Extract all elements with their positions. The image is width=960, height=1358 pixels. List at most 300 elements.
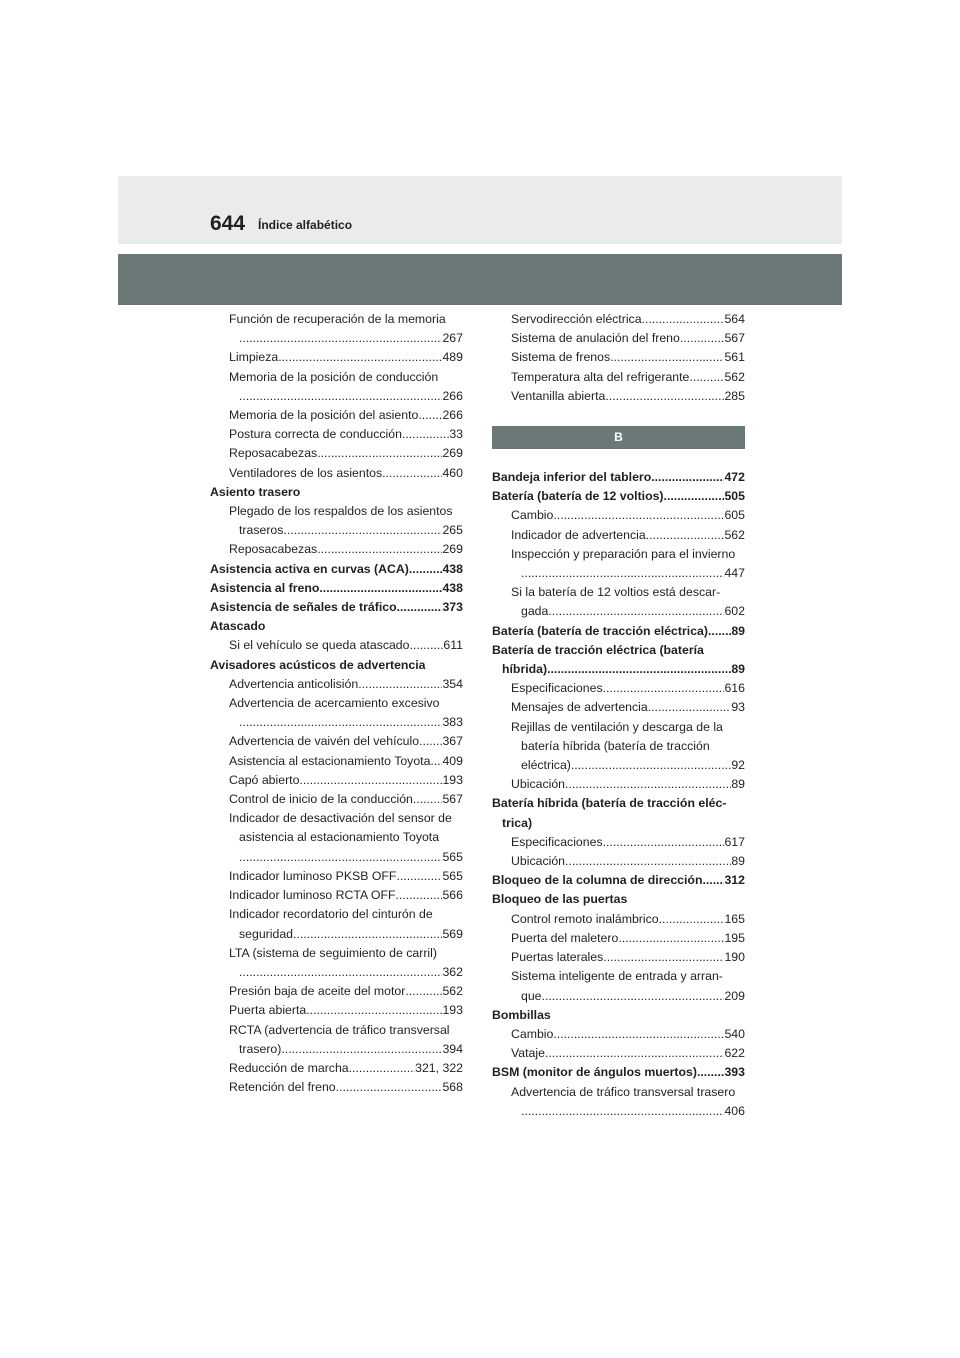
- page-ref: 438: [442, 561, 463, 576]
- entry-label: Temperatura alta del refrigerante: [511, 369, 690, 384]
- page-ref: 373: [442, 600, 463, 615]
- entry-label: Advertencia de acercamiento excesivo: [229, 696, 440, 711]
- entry-label: Ubicación: [511, 777, 565, 792]
- entry-label: RCTA (advertencia de tráfico transversal: [229, 1022, 450, 1037]
- entry-label: Limpieza: [229, 350, 279, 365]
- leader-dots: [603, 833, 725, 852]
- index-entry: [210, 944, 463, 982]
- leader-dots: [405, 982, 442, 1001]
- page-ref: 354: [442, 676, 463, 691]
- index-entry: [492, 487, 745, 506]
- entry-label: Plegado de los respaldos de los asientos: [229, 504, 453, 519]
- page-ref: 393: [724, 1065, 745, 1080]
- index-entry: [210, 867, 463, 886]
- entry-label: Indicador recordatorio del cinturón de: [229, 907, 433, 922]
- entry-row: [229, 444, 463, 463]
- page-ref: 566: [442, 888, 463, 903]
- entry-row: [521, 564, 745, 583]
- entry-row: [492, 487, 745, 506]
- entry-row: [229, 982, 463, 1001]
- entry-row: [239, 387, 463, 406]
- index-entry: [492, 967, 745, 1005]
- leader-dots: [648, 698, 732, 717]
- index-entry: [492, 1063, 745, 1082]
- index-entry: [492, 698, 745, 717]
- entry-continuation: [511, 564, 745, 583]
- leader-dots: [281, 1040, 442, 1059]
- entry-row: [229, 886, 463, 905]
- index-entry: [492, 910, 745, 929]
- page-ref: 622: [724, 1046, 745, 1061]
- leader-dots: [521, 1102, 724, 1121]
- page-ref: 616: [724, 681, 745, 696]
- leader-dots: [336, 1078, 443, 1097]
- index-entry: [210, 1021, 463, 1059]
- leader-dots: [239, 329, 442, 348]
- page-ref: 447: [724, 566, 745, 581]
- leader-dots: [702, 871, 724, 890]
- entry-continuation: [229, 1040, 463, 1059]
- entry-row: [239, 963, 463, 982]
- leader-dots: [278, 348, 442, 367]
- leader-dots: [413, 790, 443, 809]
- page-ref: 269: [442, 542, 463, 557]
- leader-dots: [349, 1059, 416, 1078]
- leader-dots: [664, 487, 725, 506]
- header-dark-band: [118, 254, 842, 305]
- index-entry: [492, 526, 745, 545]
- entry-continuation: [229, 521, 463, 540]
- entry-label: Indicador de advertencia: [511, 527, 646, 542]
- entry-row: [511, 1044, 745, 1063]
- page-ref: 602: [724, 604, 745, 619]
- entry-continuation: [229, 963, 463, 982]
- entry-row: [492, 468, 745, 487]
- entry-row: [511, 368, 745, 387]
- entry-row: [511, 506, 745, 525]
- entry-row: [229, 1078, 463, 1097]
- index-column-right: [492, 310, 745, 1121]
- entry-row: [229, 1059, 463, 1078]
- page-ref: 472: [724, 470, 745, 485]
- index-entry: [492, 775, 745, 794]
- page-number: 644: [210, 212, 246, 235]
- leader-dots: [409, 560, 443, 579]
- entry-continuation: [229, 848, 463, 867]
- index-entry: [210, 579, 463, 598]
- entry-heading: Bombillas: [492, 1007, 551, 1022]
- entry-row: [511, 387, 745, 406]
- page-ref: 193: [442, 772, 463, 787]
- page-ref: 460: [442, 465, 463, 480]
- entry-label: trasero): [239, 1041, 282, 1056]
- entry-label: Bandeja inferior del tablero: [492, 470, 652, 485]
- index-list-right-top: [492, 310, 745, 406]
- index-entry: [492, 1083, 745, 1121]
- page-ref: 562: [724, 369, 745, 384]
- leader-dots: [239, 963, 442, 982]
- page-ref: 33: [449, 427, 463, 442]
- entry-row: [229, 425, 463, 444]
- entry-continuation: [229, 387, 463, 406]
- index-entry: [492, 387, 745, 406]
- entry-label: Si la batería de 12 voltios está descar-: [511, 585, 721, 600]
- leader-dots: [382, 464, 442, 483]
- entry-label: BSM (monitor de ángulos muertos): [492, 1065, 697, 1080]
- entry-label: Advertencia anticolisión: [229, 676, 359, 691]
- index-entry: [492, 679, 745, 698]
- leader-dots: [239, 713, 442, 732]
- leader-dots: [409, 636, 443, 655]
- index-entry: [210, 809, 463, 867]
- page-ref: 489: [442, 350, 463, 365]
- entry-row: [239, 521, 463, 540]
- leader-dots: [521, 564, 724, 583]
- page-ref: 321, 322: [415, 1060, 463, 1075]
- leader-dots: [646, 526, 725, 545]
- index-entry: [492, 310, 745, 329]
- entry-row: [511, 679, 745, 698]
- entry-row: [229, 540, 463, 559]
- entry-continuation: [511, 987, 745, 1006]
- page-ref: 89: [731, 662, 745, 677]
- page-ref: 367: [442, 734, 463, 749]
- entry-row: [229, 752, 463, 771]
- index-entry: [492, 348, 745, 367]
- leader-dots: [419, 732, 442, 751]
- entry-row: [511, 852, 745, 871]
- leader-dots: [571, 756, 731, 775]
- leader-dots: [553, 1025, 724, 1044]
- leader-dots: [358, 675, 442, 694]
- entry-label: Puerta del maletero: [511, 930, 619, 945]
- leader-dots: [293, 925, 442, 944]
- entry-label: Servodirección eléctrica: [511, 312, 642, 326]
- entry-row: [511, 1025, 745, 1044]
- letter-heading: B: [492, 426, 745, 449]
- entry-row: [521, 602, 745, 621]
- leader-dots: [299, 771, 442, 790]
- entry-label: Reposacabezas: [229, 446, 318, 461]
- entry-continuation: [511, 756, 745, 775]
- index-entry: [210, 1059, 463, 1078]
- entry-row: [210, 579, 463, 598]
- entry-continuation: [511, 602, 745, 621]
- page-ref: 312: [724, 873, 745, 888]
- entry-label: Rejillas de ventilación y descarga de la: [511, 719, 723, 734]
- page-ref: 505: [724, 489, 745, 504]
- leader-dots: [542, 987, 725, 1006]
- entry-row: [521, 987, 745, 1006]
- entry-heading: Avisadores acústicos de advertencia: [210, 657, 426, 672]
- leader-dots: [697, 1063, 725, 1082]
- entry-row: [229, 867, 463, 886]
- page-ref: 565: [442, 849, 463, 864]
- index-entry: [492, 583, 745, 621]
- entry-label: seguridad: [239, 926, 294, 941]
- index-entry: [492, 1025, 745, 1044]
- leader-dots: [603, 679, 725, 698]
- index-list-right-bottom: [492, 468, 745, 1121]
- index-entry: [210, 675, 463, 694]
- entry-row: [229, 675, 463, 694]
- page-ref: 195: [724, 930, 745, 945]
- entry-heading: Asiento trasero: [210, 484, 301, 499]
- entry-row: [229, 1001, 463, 1020]
- index-entry: [210, 348, 463, 367]
- entry-continuation: batería híbrida (batería de tracción: [521, 738, 710, 753]
- leader-dots: [396, 886, 443, 905]
- leader-dots: [397, 598, 443, 617]
- entry-row: [229, 464, 463, 483]
- page-ref: 89: [731, 854, 745, 869]
- index-entry: [210, 368, 463, 406]
- index-entry: [492, 948, 745, 967]
- index-entry: [492, 545, 745, 583]
- entry-label: Ventiladores de los asientos: [229, 465, 383, 480]
- entry-label: Postura correcta de conducción: [229, 427, 402, 442]
- entry-row: [210, 560, 463, 579]
- entry-label: Bloqueo de la columna de dirección: [492, 873, 703, 888]
- page-ref: 409: [442, 753, 463, 768]
- entry-continuation: [511, 1102, 745, 1121]
- index-entry: [492, 641, 745, 679]
- entry-label: Batería (batería de tracción eléctrica): [492, 623, 708, 638]
- entry-row: [229, 790, 463, 809]
- entry-label: gada: [521, 604, 549, 619]
- page-ref: 266: [442, 408, 463, 423]
- entry-label: Indicador luminoso RCTA OFF: [229, 888, 396, 903]
- page-ref: 383: [442, 715, 463, 730]
- entry-label: eléctrica): [521, 758, 571, 773]
- page-ref: 564: [724, 312, 745, 326]
- entry-row: [502, 660, 745, 679]
- page-ref: 266: [442, 388, 463, 403]
- entry-row: [210, 598, 463, 617]
- page-ref: 617: [724, 834, 745, 849]
- index-entry: [210, 732, 463, 751]
- index-entry: [492, 718, 745, 776]
- index-entry: [210, 694, 463, 732]
- entry-row: [492, 871, 745, 890]
- leader-dots: [659, 910, 725, 929]
- entry-row: [511, 348, 745, 367]
- entry-label: Si el vehículo se queda atascado: [229, 638, 410, 653]
- page-ref: 285: [724, 388, 745, 403]
- leader-dots: [642, 310, 725, 329]
- entry-label: Puerta abierta: [229, 1003, 307, 1018]
- entry-row: [511, 526, 745, 545]
- leader-dots: [545, 1044, 725, 1063]
- page-ref: 362: [442, 964, 463, 979]
- index-entry: [210, 1001, 463, 1020]
- page-ref: 165: [724, 911, 745, 926]
- leader-dots: [708, 622, 731, 641]
- leader-dots: [319, 579, 442, 598]
- page-ref: 562: [442, 984, 463, 999]
- entry-label: Control remoto inalámbrico: [511, 911, 659, 926]
- page-ref: 394: [442, 1041, 463, 1056]
- index-entry: [492, 794, 745, 832]
- index-entry: [210, 540, 463, 559]
- leader-dots: [548, 602, 724, 621]
- leader-dots: [430, 752, 442, 771]
- entry-row: [511, 948, 745, 967]
- index-entry: [210, 425, 463, 444]
- entry-label: Sistema de frenos: [511, 350, 611, 365]
- entry-row: [229, 406, 463, 425]
- entry-row: [521, 756, 745, 775]
- index-entry: [492, 852, 745, 871]
- index-entry: [492, 833, 745, 852]
- entry-label: Memoria de la posición del asiento: [229, 408, 419, 423]
- entry-label: Retención del freno: [229, 1080, 336, 1095]
- entry-row: [229, 348, 463, 367]
- leader-dots: [603, 948, 724, 967]
- page-ref: 562: [724, 527, 745, 542]
- entry-label: Advertencia de tráfico transversal trasero: [511, 1084, 736, 1099]
- page-ref: 265: [442, 523, 463, 538]
- index-entry: [492, 622, 745, 641]
- page-ref: 92: [731, 758, 745, 773]
- index-entry: [210, 560, 463, 579]
- leader-dots: [651, 468, 724, 487]
- page-ref: 611: [443, 638, 463, 653]
- entry-label: Batería híbrida (batería de tracción eléc-: [492, 796, 727, 811]
- leader-dots: [283, 521, 442, 540]
- index-entry: [492, 329, 745, 348]
- page-ref: 193: [442, 1003, 463, 1018]
- index-entry: [492, 929, 745, 948]
- entry-label: Función de recuperación de la memoria: [229, 312, 446, 326]
- leader-dots: [680, 329, 725, 348]
- entry-continuation: trica): [502, 815, 533, 830]
- entry-label: Memoria de la posición de conducción: [229, 369, 439, 384]
- page-ref: 605: [724, 508, 745, 523]
- index-entry: [210, 310, 463, 348]
- entry-label: Cambio: [511, 508, 554, 523]
- index-entry: [492, 1044, 745, 1063]
- page-ref: 269: [442, 446, 463, 461]
- leader-dots: [610, 348, 724, 367]
- page-ref: 89: [731, 777, 745, 792]
- entry-row: [511, 329, 745, 348]
- index-entry: [492, 468, 745, 487]
- page-ref: 565: [442, 868, 463, 883]
- index-entry: [210, 444, 463, 463]
- entry-label: Especificaciones: [511, 681, 603, 696]
- leader-dots: [618, 929, 724, 948]
- index-entry: [210, 464, 463, 483]
- page-ref: 561: [724, 350, 745, 365]
- entry-label: Asistencia activa en curvas (ACA): [210, 561, 409, 576]
- entry-label: Control de inicio de la conducción: [229, 792, 413, 807]
- index-entry: [210, 771, 463, 790]
- entry-heading: Bloqueo de las puertas: [492, 892, 628, 907]
- index-entry: [492, 368, 745, 387]
- index-entry: [210, 656, 463, 675]
- entry-row: [229, 732, 463, 751]
- index-entry: [210, 1078, 463, 1097]
- entry-label: LTA (sistema de seguimiento de carril): [229, 945, 437, 960]
- entry-label: Advertencia de vaivén del vehículo: [229, 734, 420, 749]
- index-entry: [210, 598, 463, 617]
- index-column-left: [210, 310, 463, 1097]
- entry-continuation: [229, 925, 463, 944]
- entry-row: [521, 1102, 745, 1121]
- entry-label: Batería de tracción eléctrica (batería: [492, 642, 704, 657]
- entry-row: [239, 713, 463, 732]
- index-entry: [210, 905, 463, 943]
- index-entry: [210, 982, 463, 1001]
- entry-row: [511, 310, 745, 329]
- page-ref: 89: [731, 623, 745, 638]
- entry-continuation: [229, 329, 463, 348]
- entry-row: [239, 1040, 463, 1059]
- entry-label: Asistencia al freno: [210, 580, 320, 595]
- leader-dots: [317, 540, 442, 559]
- entry-continuation: asistencia al estacionamiento Toyota: [239, 830, 440, 845]
- index-entry: [492, 1006, 745, 1025]
- leader-dots: [239, 387, 442, 406]
- page-ref: 438: [442, 580, 463, 595]
- entry-row: [511, 833, 745, 852]
- leader-dots: [239, 848, 442, 867]
- entry-row: [511, 929, 745, 948]
- leader-dots: [565, 852, 731, 871]
- page-ref: 209: [724, 988, 745, 1003]
- page-ref: 569: [442, 926, 463, 941]
- entry-label: Reducción de marcha: [229, 1060, 349, 1075]
- page-ref: 267: [442, 331, 463, 346]
- entry-heading: Atascado: [210, 619, 266, 634]
- entry-label: Inspección y preparación para el invierno: [511, 546, 736, 561]
- index-entry: [210, 790, 463, 809]
- index-entry: [210, 636, 463, 655]
- leader-dots: [565, 775, 731, 794]
- entry-label: Asistencia al estacionamiento Toyota: [229, 753, 431, 768]
- leader-dots: [396, 867, 442, 886]
- entry-row: [492, 622, 745, 641]
- index-entry: [210, 886, 463, 905]
- entry-label: Batería (batería de 12 voltios): [492, 489, 664, 504]
- entry-label: Indicador luminoso PKSB OFF: [229, 868, 397, 883]
- leader-dots: [317, 444, 442, 463]
- entry-label: Ventanilla abierta: [511, 388, 606, 403]
- leader-dots: [402, 425, 449, 444]
- entry-row: [511, 698, 745, 717]
- index-entry: [492, 890, 745, 909]
- page-ref: 567: [442, 792, 463, 807]
- entry-row: [511, 910, 745, 929]
- page-ref: 190: [724, 950, 745, 965]
- leader-dots: [418, 406, 442, 425]
- page-ref: 406: [724, 1103, 745, 1118]
- index-entry: [210, 483, 463, 502]
- entry-label: Indicador de desactivación del sensor de: [229, 811, 452, 826]
- entry-label: Puertas laterales: [511, 950, 604, 965]
- entry-row: [511, 775, 745, 794]
- entry-row: [229, 636, 463, 655]
- page-ref: 567: [724, 331, 745, 346]
- entry-label: Sistema de anulación del freno: [511, 331, 680, 346]
- entry-label: Cambio: [511, 1026, 554, 1041]
- entry-row: [239, 848, 463, 867]
- entry-label: Presión baja de aceite del motor: [229, 984, 406, 999]
- leader-dots: [553, 506, 724, 525]
- leader-dots: [306, 1001, 442, 1020]
- entry-label: Reposacabezas: [229, 542, 318, 557]
